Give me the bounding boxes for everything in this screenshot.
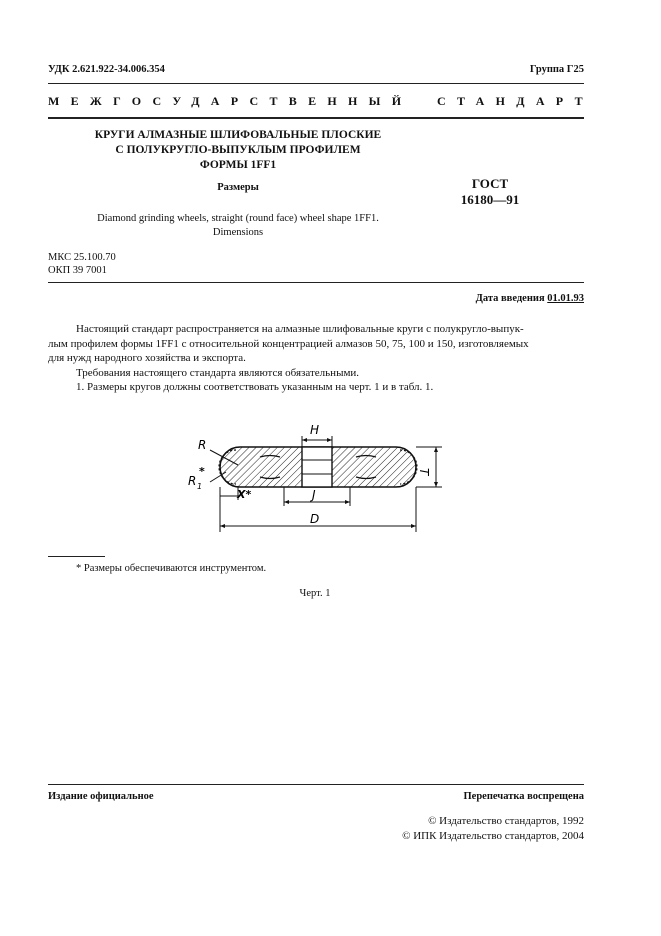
footnote: * Размеры обеспечиваются инструментом.: [76, 563, 267, 574]
okp-code: ОКП 39 7001: [48, 265, 107, 276]
banner-standard: СТАНДАРТ: [437, 94, 594, 108]
wheel-profile-drawing: [180, 410, 450, 540]
label-x: X*: [237, 488, 252, 501]
label-r1-star: *: [199, 465, 205, 478]
banner-interstate: МЕЖГОСУДАРСТВЕННЫЙ: [48, 94, 413, 108]
group-code: Группа Г25: [529, 64, 584, 75]
document-title: [48, 128, 428, 173]
title-english: [48, 212, 428, 240]
gost-designation: [440, 176, 540, 208]
gost-label: ГОСТ: [471, 176, 509, 191]
label-j: J: [312, 488, 316, 502]
label-r1-sub: 1: [197, 482, 203, 491]
mks-code: МКС 25.100.70: [48, 252, 116, 263]
label-r: R: [198, 438, 207, 452]
title-english-line-2: Dimensions: [212, 227, 264, 238]
reprint-forbidden: Перепечатка воспрещена: [463, 791, 584, 802]
para2: Требования настоящего стандарта являются обязательными.: [76, 366, 360, 379]
footer-rule: [48, 784, 584, 785]
title-line-3: ФОРМЫ 1FF1: [199, 159, 277, 171]
title-subtitle: Размеры: [217, 182, 259, 193]
para3: 1. Размеры кругов должны соответствовать указанным на черт. 1 и в табл. 1.: [76, 381, 434, 393]
codes-rule: [48, 282, 584, 283]
wheel-section-right: [332, 447, 416, 487]
para1-line3: для нужд народного хозяйства и экспорта.: [48, 352, 246, 364]
body-text: [48, 322, 584, 395]
effective-date: [476, 293, 584, 304]
para1-line2: лым профилем формы 1FF1 с относительной концентрацией алмазов 50, 75, 100 и 150, изготовляемых: [48, 337, 529, 350]
label-h: H: [310, 423, 320, 437]
drawing-caption: Черт. 1: [299, 588, 331, 599]
label-d: D: [310, 512, 320, 526]
header-rule-bottom: [48, 117, 584, 119]
copyright-2004: © ИПК Издательство стандартов, 2004: [402, 830, 584, 842]
label-r1: R: [188, 474, 197, 488]
copyright-block: [402, 814, 584, 844]
footnote-rule: [48, 556, 105, 557]
classification-codes: [48, 251, 116, 277]
copyright-1992: © Издательство стандартов, 1992: [428, 815, 584, 827]
wheel-bore: [302, 447, 332, 487]
title-line-2: С ПОЛУКРУГЛО-ВЫПУКЛЫМ ПРОФИЛЕМ: [115, 144, 361, 156]
official-edition: Издание официальное: [48, 791, 154, 802]
udk-code: УДК 2.621.922-34.006.354: [48, 64, 165, 75]
effective-date-value: 01.01.93: [547, 293, 584, 304]
effective-date-label: Дата введения: [475, 293, 545, 304]
wheel-section-left: [220, 447, 302, 487]
title-english-line-1: Diamond grinding wheels, straight (round face) wheel shape 1FF1.: [97, 213, 379, 224]
para1-line1: Настоящий стандарт распространяется на алмазные шлифовальные круги с полукругло-выпук-: [76, 323, 524, 335]
title-line-1: КРУГИ АЛМАЗНЫЕ ШЛИФОВАЛЬНЫЕ ПЛОСКИЕ: [94, 129, 382, 141]
header-rule-top: [48, 83, 584, 84]
gost-number: 16180—91: [460, 192, 520, 207]
label-t: T: [417, 468, 431, 476]
